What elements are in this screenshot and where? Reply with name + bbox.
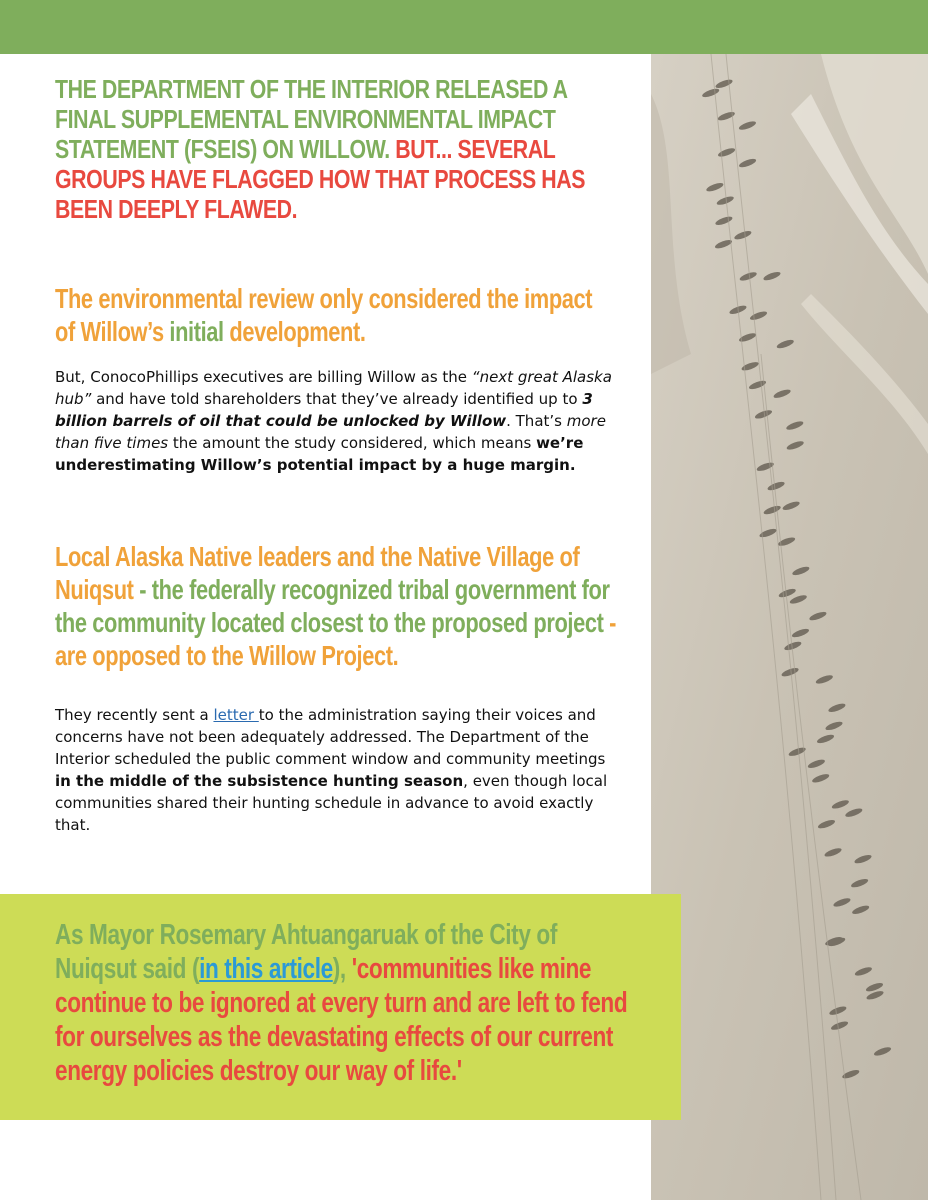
headline: [55, 74, 629, 224]
emphasis: 3 billion barrels of oil that could be unlocked by Willow: [55, 390, 593, 430]
letter-link[interactable]: letter: [213, 706, 259, 724]
section1-heading-a: The environmental review only considered the impact of Willow’s: [55, 283, 593, 347]
text: . That’s: [506, 412, 567, 430]
section1-paragraph: [55, 366, 615, 476]
headline-part1: THE DEPARTMENT OF THE INTERIOR RELEASED A FINAL SUPPLEMENTAL ENVIRONMENTAL IMPACT STATEMENT (FSEIS) ON WILLOW.: [55, 74, 567, 164]
caribou-herd-image: [651, 54, 928, 1200]
quote-lead: As Mayor Rosemary Ahtuangaruak of the City of Nuiqsut said (: [55, 919, 557, 985]
top-banner: [0, 0, 928, 54]
text: They recently sent a: [55, 706, 214, 724]
text: the amount the study considered, which means: [168, 434, 537, 452]
headline-part2: BUT... SEVERAL GROUPS HAVE FLAGGED HOW THAT PROCESS HAS BEEN DEEPLY FLAWED.: [55, 134, 586, 224]
section1-heading: [55, 282, 617, 348]
article-link[interactable]: in this article: [199, 953, 333, 985]
section2-heading: [55, 540, 617, 672]
section2-paragraph: [55, 704, 615, 836]
text: But, ConocoPhillips executives are billing Willow as the: [55, 368, 472, 386]
section1-heading-c: development.: [229, 316, 366, 347]
section2-heading-a: Local Alaska Native leaders and the Native Village of Nuiqsut: [55, 541, 580, 605]
quote-close: ),: [332, 953, 346, 985]
emphasis-italic: more than five times: [55, 412, 606, 452]
text: and have told shareholders that they’ve already identified up to: [91, 390, 583, 408]
text: to the administration saying their voices and concerns have not been adequately addressed. The Department of the Interior scheduled the public comment window and community meetings: [55, 706, 606, 768]
quote-italic: “next great Alaska hub”: [55, 368, 612, 408]
emphasis-bold: in the middle of the subsistence hunting season: [55, 772, 464, 790]
text: , even though local communities shared their hunting schedule in advance to avoid exactly that.: [55, 772, 608, 834]
section2-heading-c: - are opposed to the Willow Project.: [55, 607, 617, 671]
section2-heading-b: - the federally recognized tribal government for the community located closest to the proposed project: [55, 574, 610, 638]
section1-heading-b: initial: [169, 316, 224, 347]
quote-text: 'communities like mine continue to be ignored at every turn and are left to fend for ourselves as the devastating effects of our current energy policies destroy our way of life.': [55, 953, 628, 1087]
emphasis-bold: we’re underestimating Willow’s potential impact by a huge margin.: [55, 434, 584, 474]
mayor-quote: [55, 918, 636, 1088]
aerial-caribou-photo: [651, 54, 928, 1200]
